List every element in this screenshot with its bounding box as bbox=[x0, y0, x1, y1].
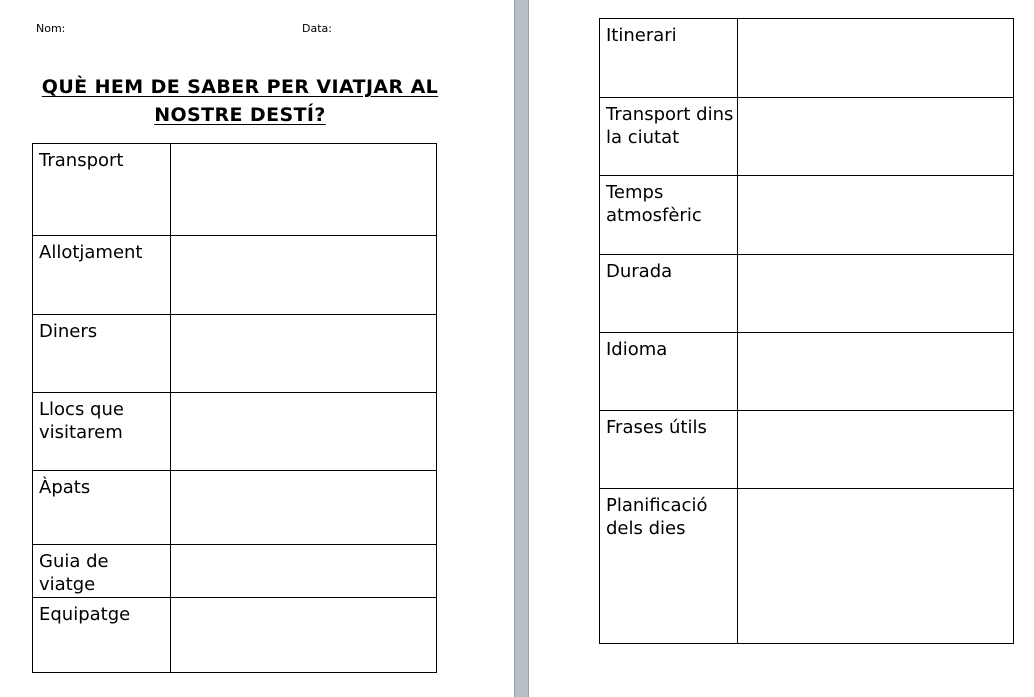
table-row bbox=[600, 489, 1014, 644]
row-label-cell: Equipatge bbox=[33, 598, 171, 673]
table-row bbox=[600, 19, 1014, 98]
row-label-cell: Guia de viatge bbox=[33, 545, 171, 598]
row-answer-cell[interactable] bbox=[738, 19, 1014, 98]
row-answer-cell[interactable] bbox=[171, 144, 437, 236]
row-answer-cell[interactable] bbox=[738, 255, 1014, 333]
right-table-body bbox=[600, 19, 1014, 644]
row-answer-cell[interactable] bbox=[171, 393, 437, 471]
table-row bbox=[600, 411, 1014, 489]
page-title-line-2: NOSTRE DESTÍ? bbox=[154, 103, 326, 126]
row-label-cell: Llocs que visitarem bbox=[33, 393, 171, 471]
row-answer-cell[interactable] bbox=[171, 315, 437, 393]
nom-label: Nom: bbox=[36, 22, 66, 35]
row-label-cell: Frases útils bbox=[600, 411, 738, 489]
table-row bbox=[33, 471, 437, 545]
row-answer-cell[interactable] bbox=[738, 176, 1014, 255]
page-title bbox=[30, 74, 450, 129]
table-row bbox=[600, 176, 1014, 255]
row-answer-cell[interactable] bbox=[738, 489, 1014, 644]
row-label-cell: Transport bbox=[33, 144, 171, 236]
row-answer-cell[interactable] bbox=[738, 98, 1014, 176]
row-label-cell: Temps atmosfèric bbox=[600, 176, 738, 255]
page-title-line-1: QUÈ HEM DE SABER PER VIATJAR AL bbox=[41, 76, 439, 98]
row-label-cell: Diners bbox=[33, 315, 171, 393]
row-label-cell: Itinerari bbox=[600, 19, 738, 98]
row-answer-cell[interactable] bbox=[171, 236, 437, 315]
row-label-cell: Allotjament bbox=[33, 236, 171, 315]
left-checklist-table bbox=[32, 143, 437, 673]
header-meta-row bbox=[0, 22, 514, 40]
right-worksheet-page bbox=[530, 0, 1034, 697]
row-answer-cell[interactable] bbox=[738, 333, 1014, 411]
right-checklist-table bbox=[599, 18, 1014, 644]
table-row bbox=[33, 598, 437, 673]
table-row bbox=[600, 98, 1014, 176]
table-row bbox=[33, 545, 437, 598]
row-label-cell: Àpats bbox=[33, 471, 171, 545]
left-worksheet-page bbox=[0, 0, 514, 697]
data-label: Data: bbox=[302, 22, 332, 35]
left-table-body bbox=[33, 144, 437, 673]
table-row bbox=[33, 144, 437, 236]
row-label-cell: Planificació dels dies bbox=[600, 489, 738, 644]
row-answer-cell[interactable] bbox=[171, 598, 437, 673]
table-row bbox=[33, 236, 437, 315]
table-row bbox=[33, 315, 437, 393]
page-spine-divider bbox=[514, 0, 529, 697]
row-label-cell: Idioma bbox=[600, 333, 738, 411]
row-answer-cell[interactable] bbox=[171, 545, 437, 598]
row-label-cell: Transport dins la ciutat bbox=[600, 98, 738, 176]
row-answer-cell[interactable] bbox=[171, 471, 437, 545]
table-row bbox=[600, 255, 1014, 333]
row-answer-cell[interactable] bbox=[738, 411, 1014, 489]
table-row bbox=[33, 393, 437, 471]
row-label-cell: Durada bbox=[600, 255, 738, 333]
table-row bbox=[600, 333, 1014, 411]
